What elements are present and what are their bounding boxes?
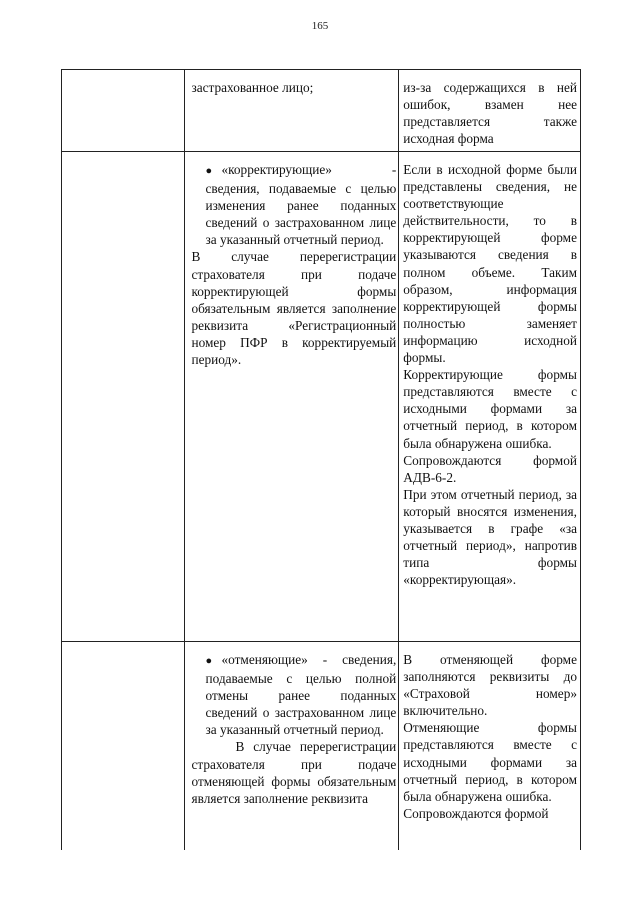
bullet-text: «отменяющие» - сведения, подаваемые с целью полной отмены ранее поданных сведений о застрахованном лице за указанный отчетный период. — [205, 652, 397, 738]
right-paragraph: Корректирующие формы представляются вместе с исходными формами за отчетный период, в котором была обнаружена ошибка. — [403, 367, 577, 451]
middle-paragraph: застрахованное лицо; — [191, 80, 314, 95]
table-row — [62, 642, 581, 850]
row-left-cell — [62, 70, 185, 152]
row-middle-cell — [185, 152, 399, 642]
row-middle-cell — [185, 642, 399, 850]
bullet-item — [191, 651, 396, 738]
right-paragraph: из-за содержащихся в ней ошибок, взамен нее представляется также исходная форма — [403, 80, 577, 147]
document-table — [61, 69, 581, 850]
row-right-cell — [399, 152, 581, 642]
right-paragraph: Сопровождаются формой АДВ-6-2. — [403, 452, 577, 485]
bullet-icon: ● — [205, 165, 213, 177]
middle-paragraph: В случае перерегистрации страхователя при подаче отменяющей формы обязательным является заполнение реквизита — [191, 739, 397, 806]
table-row — [62, 70, 581, 152]
right-paragraph: Отменяющие формы представляются вместе с исходными формами за отчетный период, в котором была обнаружена ошибка. — [403, 720, 577, 804]
right-paragraph: Сопровождаются формой — [403, 805, 549, 821]
middle-paragraph: В случае перерегистрации страхователя при подаче корректирующей формы обязательным является заполнение реквизита «Регистрационный номер ПФР в корректируемый период». — [191, 249, 397, 368]
row-left-cell — [62, 152, 185, 642]
row-right-cell — [399, 642, 581, 850]
bullet-item — [191, 161, 396, 248]
row-right-cell — [399, 70, 581, 152]
right-paragraph: При этом отчетный период, за который вносятся изменения, указывается в графе «за отчетный период», напротив типа формы «корректирующая». — [403, 486, 577, 588]
bullet-icon: ● — [205, 655, 213, 667]
right-paragraph: Если в исходной форме были представлены сведения, не соответствующие действительности, то в корректирующей форме указываются сведения в полном объеме. Таким образом, информация корректирующей формы полностью заменяет информацию исходной формы. — [403, 162, 577, 366]
bullet-text: «корректирующие» - сведения, подаваемые с целью изменения ранее поданных сведений о застрахованном лице за указанный отчетный период. — [205, 162, 397, 248]
right-paragraph: В отменяющей форме заполняются реквизиты до «Страховой номер» включительно. — [403, 652, 577, 719]
row-middle-cell — [185, 70, 399, 152]
page-number: 165 — [311, 20, 329, 32]
table-row — [62, 152, 581, 642]
row-left-cell — [62, 642, 185, 850]
